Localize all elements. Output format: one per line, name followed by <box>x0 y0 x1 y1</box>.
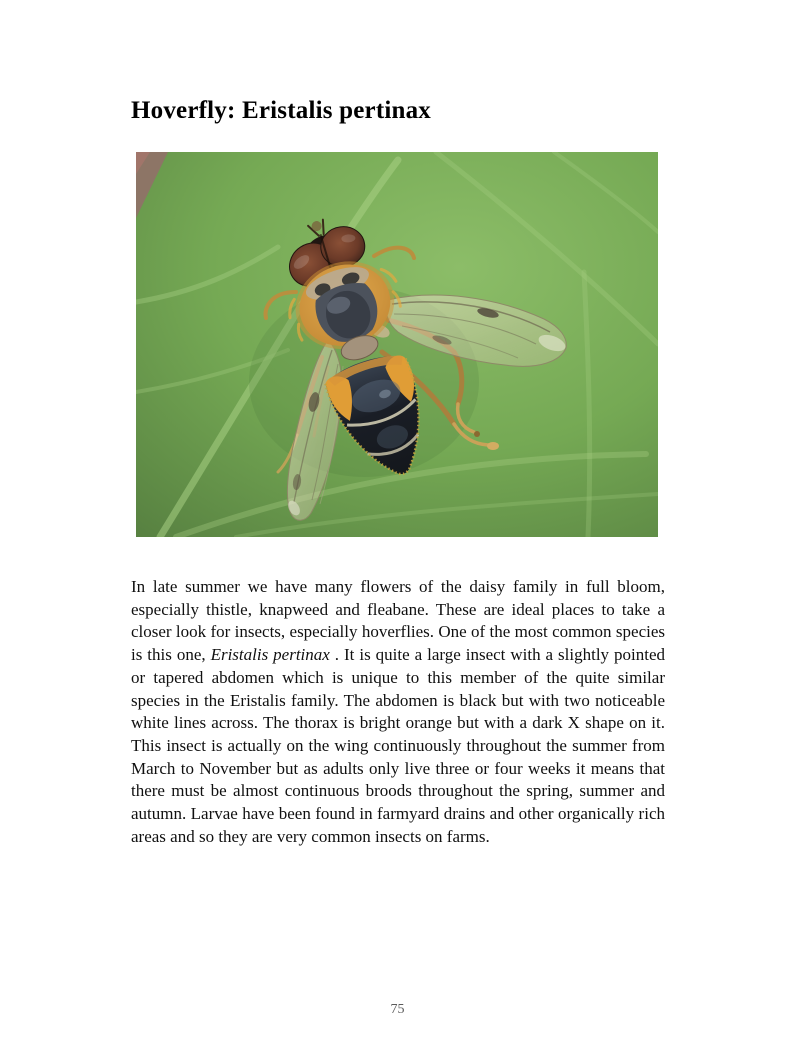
species-name-italic: Eristalis pertinax <box>210 645 330 665</box>
page-title: Hoverfly: Eristalis pertinax <box>131 97 431 124</box>
paragraph-text-after-species: . It is quite a large insect with a slightly pointed or tapered abdomen which is unique to this member of the quite similar species in the Eristalis family. The abdomen is black but with two noticeable white lines across. The thorax is bright orange but with a dark X shape on it. This insect is actually on the wing continuously throughout the summer from March to November but as adults only live three or four weeks it means that there must be almost continuous broods throughout the spring, summer and autumn. Larvae have been found in farmyard drains and other organically rich areas and so they are very common insects on farms. <box>131 645 665 846</box>
page-number: 75 <box>390 1002 405 1017</box>
hoverfly-photo-illustration <box>136 152 658 537</box>
paragraph-text-before-species: In late summer we have many flowers of the daisy family in full bloom, especially thistle, knapweed and fleabane. These are ideal places to take a closer look for insects, especially hoverflies. One of the most common species is this one, <box>131 577 665 665</box>
hoverfly-photo <box>136 152 658 537</box>
main-paragraph <box>131 576 665 848</box>
